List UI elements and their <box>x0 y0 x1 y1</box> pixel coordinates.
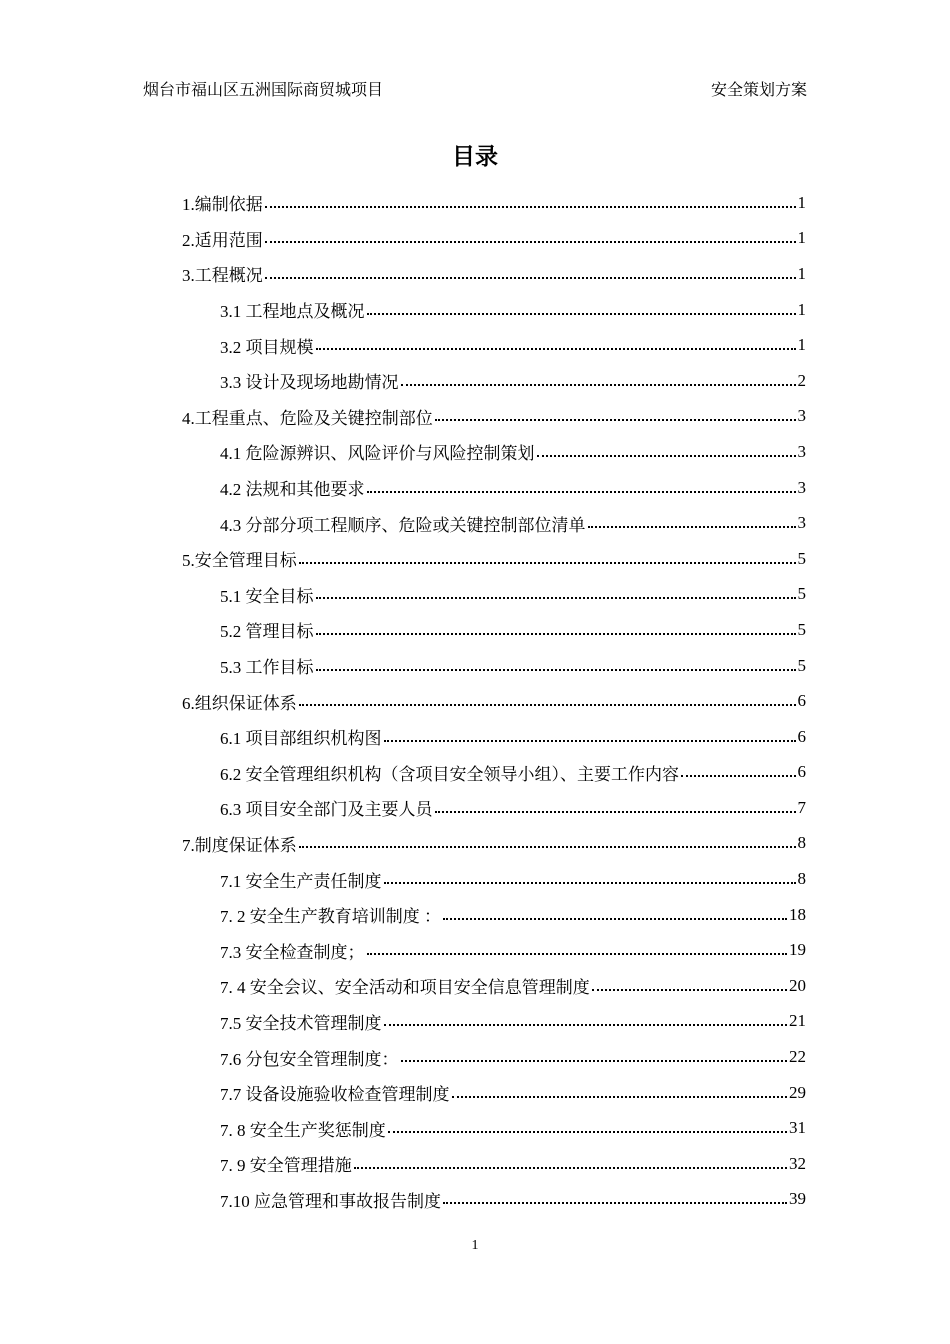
toc-entry-label: 7. 9 安全管理措施 <box>220 1156 352 1176</box>
toc-entry[interactable] <box>182 256 806 292</box>
toc-entry-label: 7.6 分包安全管理制度： <box>220 1049 399 1069</box>
toc-entry-label: 7.5 安全技术管理制度 <box>220 1013 382 1033</box>
toc-entry-label: 6.组织保证体系 <box>182 693 297 713</box>
toc-entry-page: 5 <box>797 655 806 675</box>
toc-entry[interactable] <box>182 790 806 826</box>
toc-entry-label: 4.2 法规和其他要求 <box>220 480 365 500</box>
toc-entry-label: 7. 4 安全会议、安全活动和项目安全信息管理制度 <box>220 978 590 998</box>
toc-dot-leader <box>401 1060 788 1062</box>
toc-entry[interactable] <box>182 683 806 719</box>
toc-entry-label: 2.适用范围 <box>182 230 263 250</box>
toc-entry[interactable] <box>182 1146 806 1182</box>
toc-dot-leader <box>443 1202 787 1204</box>
toc-entry[interactable] <box>182 719 806 755</box>
toc-entry-label: 7. 2 安全生产教育培训制度 ： <box>220 907 441 927</box>
toc-entry-page: 8 <box>797 869 806 889</box>
header-project-name: 烟台市福山区五洲国际商贸城项目 <box>143 81 384 99</box>
toc-entry-page: 1 <box>797 263 806 283</box>
toc-entry[interactable] <box>182 1182 806 1218</box>
toc-dot-leader <box>435 419 796 421</box>
toc-dot-leader <box>384 882 796 884</box>
toc-entry-page: 1 <box>797 228 806 248</box>
toc-entry[interactable] <box>182 185 806 221</box>
toc-entry[interactable] <box>182 1110 806 1146</box>
toc-entry-label: 7.7 设备设施验收检查管理制度 <box>220 1085 450 1105</box>
toc-entry[interactable] <box>182 399 806 435</box>
toc-entry-label: 3.2 项目规模 <box>220 337 314 357</box>
toc-entry[interactable] <box>182 292 806 328</box>
toc-dot-leader <box>316 669 796 671</box>
toc-entry-label: 5.2 管理目标 <box>220 622 314 642</box>
toc-entry[interactable] <box>182 1004 806 1040</box>
toc-entry-page: 19 <box>789 940 806 960</box>
toc-dot-leader <box>384 1024 788 1026</box>
toc-entry-page: 5 <box>797 619 806 639</box>
toc-entry-page: 32 <box>789 1153 806 1173</box>
toc-entry[interactable] <box>182 470 806 506</box>
toc-dot-leader <box>401 384 796 386</box>
header-document-type: 安全策划方案 <box>710 81 807 99</box>
toc-entry-page: 3 <box>797 513 806 533</box>
toc-dot-leader <box>265 241 796 243</box>
toc-entry-page: 6 <box>797 691 806 711</box>
toc-entry-label: 7.制度保证体系 <box>182 835 297 855</box>
toc-entry[interactable] <box>182 861 806 897</box>
toc-entry[interactable] <box>182 826 806 862</box>
toc-entry[interactable] <box>182 932 806 968</box>
toc-entry-page: 6 <box>797 762 806 782</box>
toc-dot-leader <box>452 1096 788 1098</box>
toc-dot-leader <box>435 811 796 813</box>
toc-dot-leader <box>265 206 796 208</box>
toc-entry[interactable] <box>182 755 806 791</box>
toc-dot-leader <box>367 953 788 955</box>
toc-entry-label: 7.3 安全检查制度； <box>220 942 365 962</box>
toc-entry-label: 4.工程重点、危险及关键控制部位 <box>182 408 433 428</box>
toc-entry-label: 5.3 工作目标 <box>220 658 314 678</box>
toc-dot-leader <box>384 740 796 742</box>
toc-entry-label: 3.3 设计及现场地勘情况 <box>220 373 399 393</box>
toc-dot-leader <box>681 775 796 777</box>
toc-dot-leader <box>299 562 796 564</box>
toc-entry[interactable] <box>182 327 806 363</box>
toc-dot-leader <box>316 348 796 350</box>
toc-entry[interactable] <box>182 1039 806 1075</box>
toc-entry-page: 5 <box>797 548 806 568</box>
page-number: 1 <box>471 1238 479 1253</box>
toc-title: 目录 <box>452 144 498 170</box>
toc-entry-page: 1 <box>797 192 806 212</box>
toc-entry-page: 18 <box>789 904 806 924</box>
toc-entry-label: 7.1 安全生产责任制度 <box>220 871 382 891</box>
toc-entry-page: 8 <box>797 833 806 853</box>
toc-entry[interactable] <box>182 648 806 684</box>
toc-entry[interactable] <box>182 363 806 399</box>
toc-entry-label: 1.编制依据 <box>182 195 263 215</box>
toc-entry-page: 1 <box>797 299 806 319</box>
toc-entry-page: 21 <box>789 1011 806 1031</box>
toc-entry-label: 4.3 分部分项工程顺序、危险或关键控制部位清单 <box>220 515 586 535</box>
toc-entry-page: 39 <box>789 1189 806 1209</box>
toc-entry-page: 22 <box>789 1047 806 1067</box>
toc-entry-label: 7. 8 安全生产奖惩制度 <box>220 1120 386 1140</box>
toc-entry-page: 29 <box>789 1082 806 1102</box>
toc-entry-page: 5 <box>797 584 806 604</box>
toc-entry-page: 3 <box>797 477 806 497</box>
toc-dot-leader <box>537 455 796 457</box>
toc-entry-label: 5.1 安全目标 <box>220 586 314 606</box>
toc-entry[interactable] <box>182 505 806 541</box>
toc-entry-page: 6 <box>797 726 806 746</box>
toc-dot-leader <box>443 918 787 920</box>
toc-dot-leader <box>367 491 796 493</box>
toc-dot-leader <box>388 1131 787 1133</box>
toc-entry-page: 31 <box>789 1118 806 1138</box>
toc-entry-page: 1 <box>797 335 806 355</box>
toc-entry[interactable] <box>182 968 806 1004</box>
toc-dot-leader <box>299 846 796 848</box>
toc-entry[interactable] <box>182 1075 806 1111</box>
toc-entry-label: 3.工程概况 <box>182 266 263 286</box>
toc-dot-leader <box>316 597 796 599</box>
toc-entry-label: 3.1 工程地点及概况 <box>220 302 365 322</box>
toc-entry-page: 3 <box>797 441 806 461</box>
toc-entry[interactable] <box>182 577 806 613</box>
toc-dot-leader <box>588 526 796 528</box>
toc-entry-label: 7.10 应急管理和事故报告制度 <box>220 1191 441 1211</box>
toc-dot-leader <box>265 277 796 279</box>
toc-entry-label: 4.1 危险源辨识、风险评价与风险控制策划 <box>220 444 535 464</box>
toc-dot-leader <box>299 704 796 706</box>
toc-dot-leader <box>316 633 796 635</box>
toc-entry[interactable] <box>182 897 806 933</box>
page-header <box>143 76 807 100</box>
toc-entry[interactable] <box>182 434 806 470</box>
toc-entry-page: 3 <box>797 406 806 426</box>
toc-entry-page: 20 <box>789 975 806 995</box>
toc-dot-leader <box>592 989 787 991</box>
table-of-contents <box>182 185 806 1217</box>
toc-dot-leader <box>367 313 796 315</box>
toc-entry-page: 2 <box>797 370 806 390</box>
toc-dot-leader <box>354 1167 787 1169</box>
toc-entry[interactable] <box>182 541 806 577</box>
toc-entry[interactable] <box>182 221 806 257</box>
toc-entry[interactable] <box>182 612 806 648</box>
toc-entry-page: 7 <box>797 797 806 817</box>
toc-entry-label: 6.2 安全管理组织机构（含项目安全领导小组）、主要工作内容 <box>220 764 679 784</box>
toc-entry-label: 5.安全管理目标 <box>182 551 297 571</box>
toc-entry-label: 6.3 项目安全部门及主要人员 <box>220 800 433 820</box>
toc-entry-label: 6.1 项目部组织机构图 <box>220 729 382 749</box>
